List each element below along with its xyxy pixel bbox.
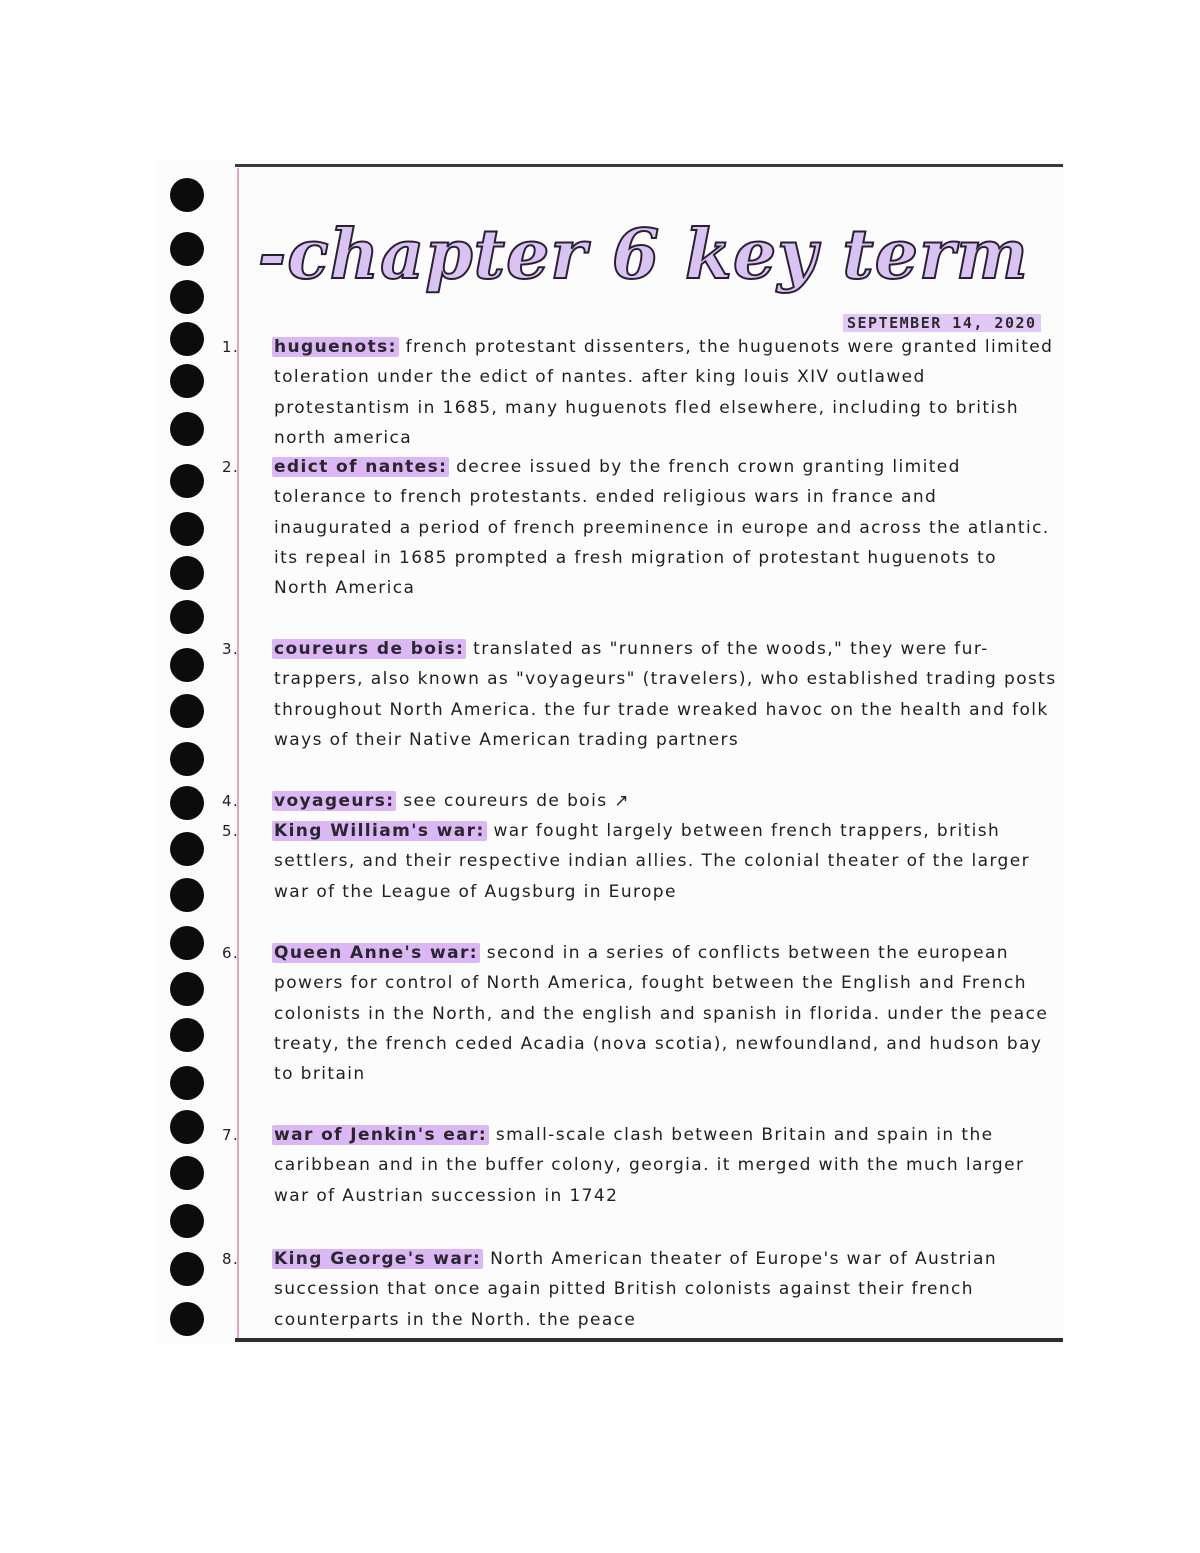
- binder-hole: [170, 412, 204, 446]
- term-entry-3: [222, 634, 1058, 755]
- term-definition: translated as "runners of the woods," they were fur-trappers, also known as "voyageurs" (travelers), who established trading posts throughout North America. the fur trade wreaked havoc on the health and folk ways of their Native American trading partners: [274, 639, 1057, 750]
- binder-hole: [170, 512, 204, 546]
- entry-number: 2.: [222, 458, 240, 476]
- binder-hole: [170, 556, 204, 590]
- term-definition: french protestant dissenters, the huguenots were granted limited toleration under the edict of nantes. after king louis XIV outlawed protestantism in 1685, many huguenots fled elsewhere, including to british north america: [274, 337, 1054, 448]
- page-bottom-edge: [235, 1338, 1063, 1342]
- term-entry-8: [222, 1244, 1058, 1335]
- binder-hole: [170, 322, 204, 356]
- binder-hole: [170, 1302, 204, 1336]
- binder-hole: [170, 694, 204, 728]
- binder-hole: [170, 464, 204, 498]
- term-entry-7: [222, 1120, 1058, 1211]
- term-entry-5: [222, 816, 1058, 907]
- binder-hole: [170, 878, 204, 912]
- binder-hole: [170, 1066, 204, 1100]
- entry-number: 1.: [222, 338, 240, 356]
- binder-hole: [170, 600, 204, 634]
- entry-number: 5.: [222, 822, 240, 840]
- term-king-williams-war: King William's war:: [274, 821, 485, 841]
- binder-hole: [170, 280, 204, 314]
- term-entry-6: [222, 938, 1058, 1089]
- term-queen-annes-war: Queen Anne's war:: [274, 943, 478, 963]
- date-label: SEPTEMBER 14, 2020: [843, 314, 1041, 332]
- top-rule-line: [235, 164, 1063, 167]
- term-war-of-jenkins-ear: war of Jenkin's ear:: [274, 1125, 488, 1145]
- binder-hole: [170, 1252, 204, 1286]
- term-entry-4: [222, 786, 1058, 816]
- binder-hole: [170, 786, 204, 820]
- binder-hole: [170, 1156, 204, 1190]
- binder-hole: [170, 742, 204, 776]
- binder-hole: [170, 926, 204, 960]
- term-entry-1: [222, 332, 1058, 453]
- term-definition: decree issued by the french crown granting limited tolerance to french protestants. ended religious wars in france and inaugurated a period of french preeminence in europe and across the atlantic. its repeal in 1685 prompted a fresh migration of protestant huguenots to North America: [274, 457, 1050, 599]
- term-definition: see coureurs de bois ↗: [403, 791, 630, 811]
- term-definition: North American theater of Europe's war of Austrian succession that once again pitted British colonists against their french counterparts in the North. the peace: [274, 1249, 997, 1330]
- binder-hole: [170, 364, 204, 398]
- term-huguenots: huguenots:: [274, 337, 397, 357]
- entry-number: 4.: [222, 792, 240, 810]
- term-coureurs-de-bois: coureurs de bois:: [274, 639, 465, 659]
- entry-number: 3.: [222, 640, 240, 658]
- term-definition: war fought largely between french trappers, british settlers, and their respective indian allies. The colonial theater of the larger war of the League of Augsburg in Europe: [274, 821, 1030, 902]
- term-entry-2: [222, 452, 1058, 603]
- entry-number: 6.: [222, 944, 240, 962]
- binder-hole: [170, 832, 204, 866]
- binder-hole: [170, 1018, 204, 1052]
- page-title: -chapter 6 key term: [258, 215, 1029, 295]
- binder-hole: [170, 972, 204, 1006]
- entry-number: 7.: [222, 1126, 240, 1144]
- entry-number: 8.: [222, 1250, 240, 1268]
- term-edict-of-nantes: edict of nantes:: [274, 457, 448, 477]
- term-voyageurs: voyageurs:: [274, 791, 395, 811]
- term-definition: second in a series of conflicts between the european powers for control of North America, fought between the English and French colonists in the North, and the english and spanish in florida. under the peace treaty, the french ceded Acadia (nova scotia), newfoundland, and hudson bay to britain: [274, 943, 1049, 1085]
- term-king-georges-war: King George's war:: [274, 1249, 482, 1269]
- binder-hole: [170, 1110, 204, 1144]
- binder-hole: [170, 232, 204, 266]
- binder-hole: [170, 648, 204, 682]
- term-definition: small-scale clash between Britain and spain in the caribbean and in the buffer colony, georgia. it merged with the much larger war of Austrian succession in 1742: [274, 1125, 1025, 1206]
- binder-hole: [170, 1204, 204, 1238]
- binder-hole: [170, 178, 204, 212]
